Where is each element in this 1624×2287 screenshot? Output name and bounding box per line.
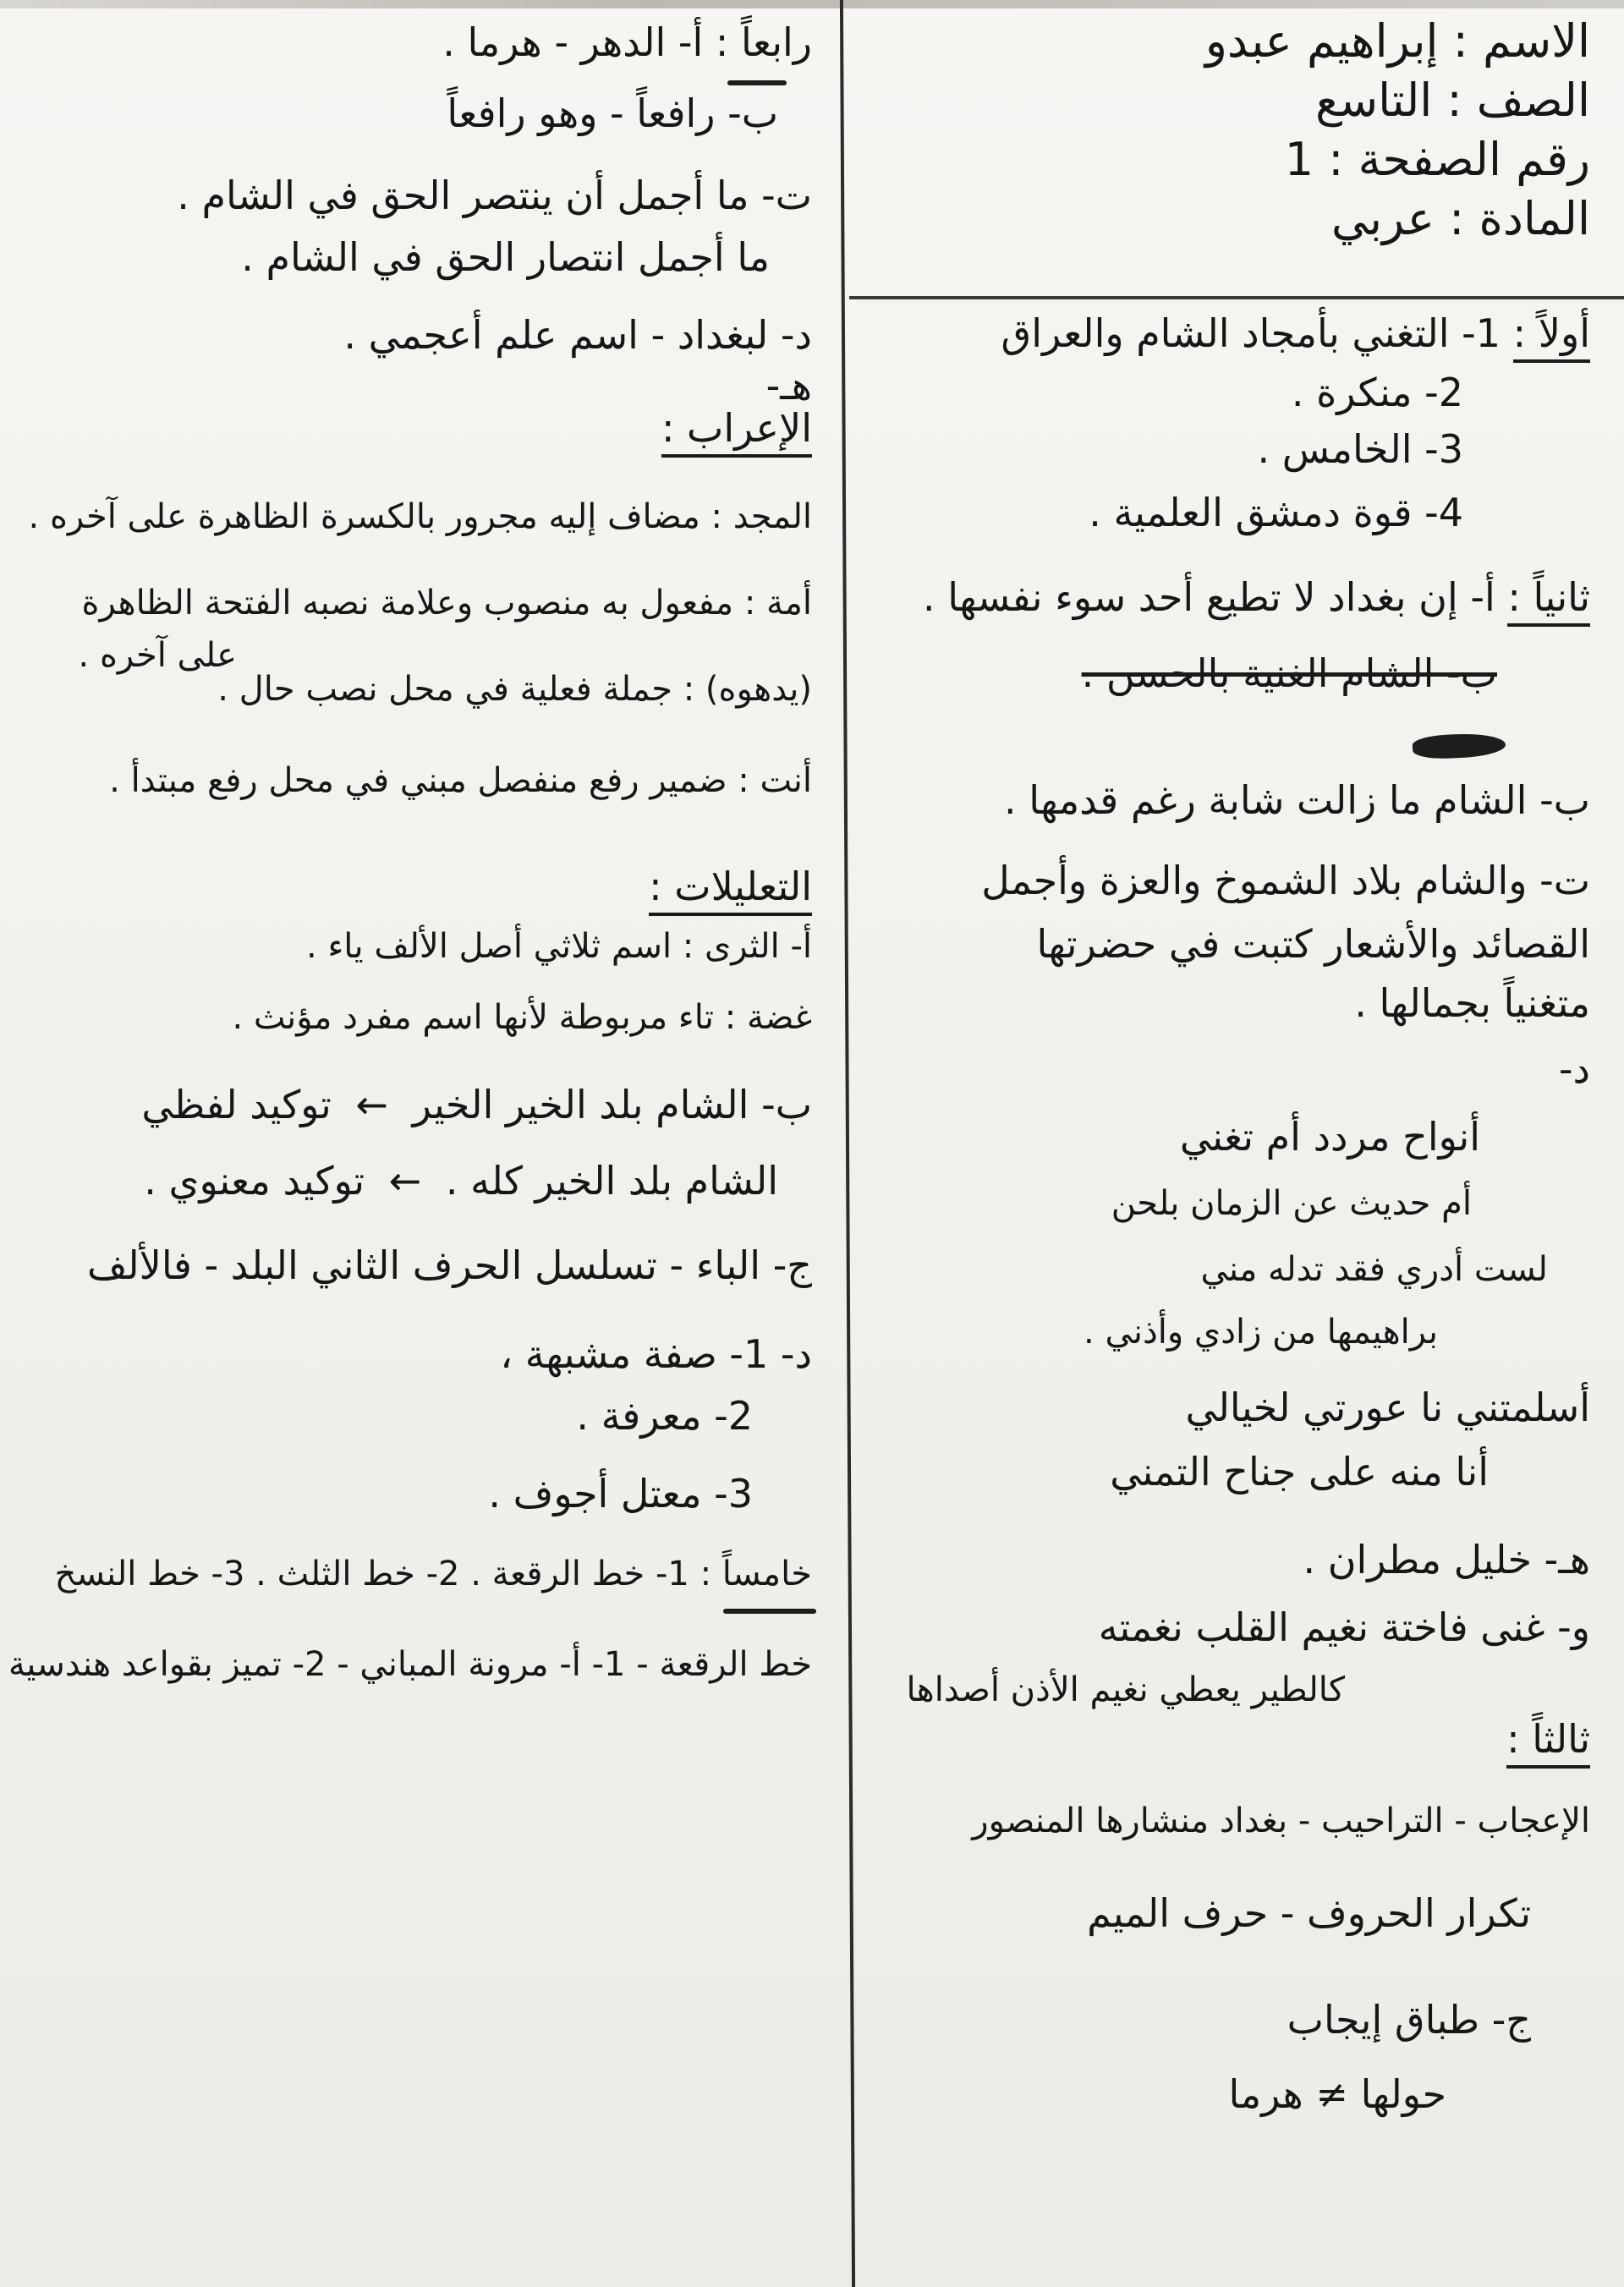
irab-item-4: أنت : ضمير رفع منفصل مبني في محل رفع مبتدأ . <box>109 761 812 800</box>
q3-item-c: ج- طباق إيجاب <box>1287 1997 1531 2043</box>
arrow-icon: ← <box>355 1082 388 1127</box>
notes-b1-result: توكيد لفظي <box>141 1082 332 1127</box>
notes-b2-result: توكيد معنوي . <box>144 1158 365 1204</box>
q3-label: ثالثاً : <box>1506 1717 1590 1769</box>
column-divider <box>840 0 855 2287</box>
q2-item-t-line1: ت- والشام بلاد الشموخ والعزة وأجمل <box>981 858 1590 903</box>
q4-item-d: د- لبغداد - اسم علم أعجمي . <box>343 312 812 358</box>
notes-item-d3: 3- معتل أجوف . <box>488 1471 753 1516</box>
poem-line-1: أنواح مردد أم تغني <box>1179 1114 1480 1160</box>
q4-item-t-line2: ما أجمل انتصار الحق في الشام . <box>241 234 770 280</box>
ink-scribble <box>1412 732 1506 760</box>
notes-item-b2 <box>144 1159 778 1204</box>
poem-line-6: أنا منه على جناح التمني <box>1110 1449 1489 1495</box>
irab-item-2-line1: أمة : مفعول به منصوب وعلامة نصبه الفتحة الظاهرة <box>81 584 812 622</box>
q4-item-a: رابعاً : أ- الدهر - هرما . <box>442 19 812 65</box>
q1-item-4: 4- قوة دمشق العلمية . <box>1089 490 1463 535</box>
q2-item-h: هـ- خليل مطران . <box>1303 1537 1590 1582</box>
notes-b-label: ب- <box>761 1082 812 1127</box>
notes-item-d1: د- 1- صفة مشبهة ، <box>500 1331 812 1377</box>
q3-item-a: الإعجاب - التراحيب - بغداد منشارها المنصور <box>972 1802 1590 1840</box>
q2-item-t-line2: القصائد والأشعار كتبت في حضرتها <box>1036 921 1590 967</box>
q4-item-b: ب- رافعاً - وهو رافعاً <box>447 90 778 136</box>
underline-mark <box>723 1609 816 1614</box>
irab-item-1: المجد : مضاف إليه مجرور بالكسرة الظاهرة على آخره . <box>28 497 812 536</box>
q2-item-a <box>923 575 1590 620</box>
q2-item-w-line2: كالطير يعطي نغيم الأذن أصداها <box>906 1670 1345 1709</box>
subject: المادة : عربي <box>1330 192 1590 245</box>
irab-label: الإعراب : <box>661 406 812 458</box>
student-name: الاسم : إبراهيم عبدو <box>1204 14 1590 68</box>
header-divider <box>849 296 1624 299</box>
irab-item-3: (يدهوه) : جملة فعلية في محل نصب حال . <box>217 670 812 709</box>
q1-label: أولاً : <box>1513 310 1590 363</box>
paper-edge <box>0 0 1624 8</box>
student-grade: الصف : التاسع <box>1315 74 1590 127</box>
q3-item-b: تكرار الحروف - حرف الميم <box>1087 1890 1531 1936</box>
poem-line-4: براهيمها من زادي وأذني . <box>1084 1313 1438 1352</box>
irab-item-2-line2: على آخره . <box>78 636 237 675</box>
q1-item-1 <box>1001 311 1590 356</box>
q5-item-a: خامساً : 1- خط الرقعة . 2- خط الثلث . 3- خط النسخ <box>54 1555 812 1593</box>
q2-item-t-line3: متغنياً بجمالها . <box>1354 980 1590 1026</box>
q1-item-2: 2- منكرة . <box>1291 370 1463 415</box>
notes-b1-text: الشام بلد الخير الخير <box>412 1082 749 1127</box>
q2-label: ثانياً : <box>1507 574 1590 627</box>
notes-item-c: ج- الباء - تسلسل الحرف الثاني البلد - فالألف <box>86 1242 812 1288</box>
q1-answer-1: 1- التغني بأمجاد الشام والعراق <box>1001 310 1501 356</box>
q2-answer-a: أ- إن بغداد لا تطيع أحد سوء نفسها . <box>923 574 1495 620</box>
underline-mark <box>727 80 787 85</box>
q2-item-b: ب- الشام ما زالت شابة رغم قدمها . <box>1004 777 1590 823</box>
page-number: رقم الصفحة : 1 <box>1284 133 1590 186</box>
poem-line-5: أسلمتني نا عورتي لخيالي <box>1185 1385 1590 1430</box>
poem-line-2: أم حديث عن الزمان بلحن <box>1111 1184 1472 1223</box>
notes-b2-text: الشام بلد الخير كله . <box>445 1158 778 1204</box>
q5-item-b: خط الرقعة - 1- أ- مرونة المباني - 2- تميز بقواعد هندسية <box>8 1645 812 1684</box>
q4-item-h: هـ- <box>765 363 812 409</box>
poem-line-3: لست أدري فقد تدله مني <box>1200 1250 1548 1289</box>
notes-label: التعليلات : <box>649 864 812 916</box>
notes-item-a: أ- الثرى : اسم ثلاثي أصل الألف ياء . <box>306 927 812 966</box>
arrow-icon: ← <box>388 1158 422 1204</box>
notes-item-d2: 2- معرفة . <box>576 1393 753 1439</box>
q2-item-w-line1: و- غنى فاختة نغيم القلب نغمته <box>1098 1604 1590 1650</box>
q2-item-d: د- <box>1558 1046 1590 1092</box>
q2-struck-answer: ب- الشام الغنية بالحسن . <box>1081 650 1497 696</box>
q4-item-t-line1: ت- ما أجمل أن ينتصر الحق في الشام . <box>177 173 812 218</box>
q1-item-3: 3- الخامس . <box>1257 426 1463 472</box>
notes-item-b1 <box>141 1083 812 1127</box>
q3-item-d: حولها ≠ هرما <box>1228 2071 1446 2117</box>
notes-item-a2: غضة : تاء مربوطة لأنها اسم مفرد مؤنث . <box>232 998 812 1037</box>
